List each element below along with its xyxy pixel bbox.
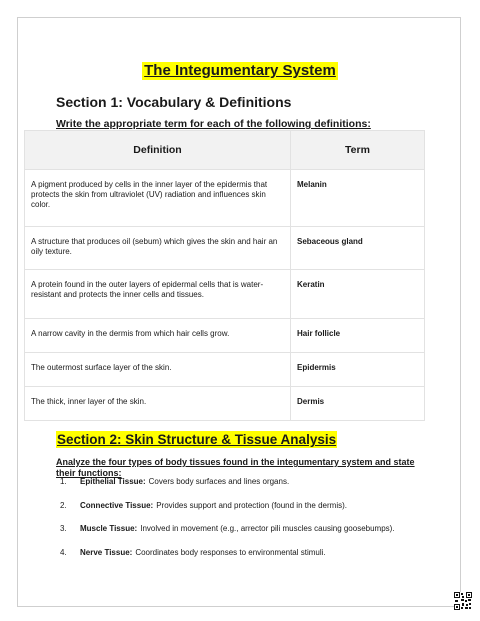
table-header-row xyxy=(25,131,425,170)
definition-cell: A protein found in the outer layers of epidermal cells that is water-resistant and protects the inner cells and tissues. xyxy=(25,270,291,319)
section2-instruction: Analyze the four types of body tissues found in the integumentary system and state their functions: xyxy=(56,457,415,478)
term-cell: Melanin xyxy=(291,170,425,227)
tissue-name: Muscle Tissue: xyxy=(80,524,138,533)
tissue-description: Provides support and protection (found in the dermis). xyxy=(156,500,347,510)
table-row xyxy=(25,387,425,421)
tissue-description: Coordinates body responses to environmental stimuli. xyxy=(135,547,326,557)
definition-header: Definition xyxy=(25,131,291,170)
table-row xyxy=(25,319,425,353)
tissue-description: Involved in movement (e.g., arrector pili muscles causing goosebumps). xyxy=(140,524,395,533)
tissue-name: Epithelial Tissue: xyxy=(80,477,146,486)
section2-heading: Section 2: Skin Structure & Tissue Analysis xyxy=(57,432,337,447)
table-row xyxy=(25,270,425,319)
tissue-list xyxy=(60,477,430,571)
tissue-name: Nerve Tissue: xyxy=(80,547,133,557)
page-title: The Integumentary System xyxy=(144,62,336,79)
definition-cell: The outermost surface layer of the skin. xyxy=(25,353,291,387)
vocabulary-table xyxy=(24,130,425,421)
section2-heading-container xyxy=(56,431,337,449)
list-item xyxy=(60,501,430,525)
term-cell: Epidermis xyxy=(291,353,425,387)
definition-cell: The thick, inner layer of the skin. xyxy=(25,387,291,421)
list-item xyxy=(60,477,430,501)
term-cell: Keratin xyxy=(291,270,425,319)
section1-heading: Section 1: Vocabulary & Definitions xyxy=(56,94,292,110)
table-row xyxy=(25,353,425,387)
definition-cell: A pigment produced by cells in the inner layer of the epidermis that protects the skin from ultraviolet (UV) radiation and influences skin color. xyxy=(25,170,291,227)
item-number: 2. xyxy=(60,500,67,510)
item-number: 3. xyxy=(60,524,67,533)
term-cell: Sebaceous gland xyxy=(291,227,425,270)
title-container xyxy=(0,62,480,80)
tissue-name: Connective Tissue: xyxy=(80,500,154,510)
definition-cell: A narrow cavity in the dermis from which hair cells grow. xyxy=(25,319,291,353)
qr-code-icon xyxy=(454,592,472,610)
section1-instruction: Write the appropriate term for each of the following definitions: xyxy=(56,118,371,130)
table-row xyxy=(25,170,425,227)
tissue-description: Covers body surfaces and lines organs. xyxy=(148,477,290,486)
definition-cell: A structure that produces oil (sebum) which gives the skin and hair an oily texture. xyxy=(25,227,291,270)
item-number: 1. xyxy=(60,477,67,486)
list-item xyxy=(60,524,430,548)
table-row xyxy=(25,227,425,270)
term-cell: Hair follicle xyxy=(291,319,425,353)
item-number: 4. xyxy=(60,547,67,557)
list-item xyxy=(60,548,430,572)
term-cell: Dermis xyxy=(291,387,425,421)
term-header: Term xyxy=(291,131,425,170)
